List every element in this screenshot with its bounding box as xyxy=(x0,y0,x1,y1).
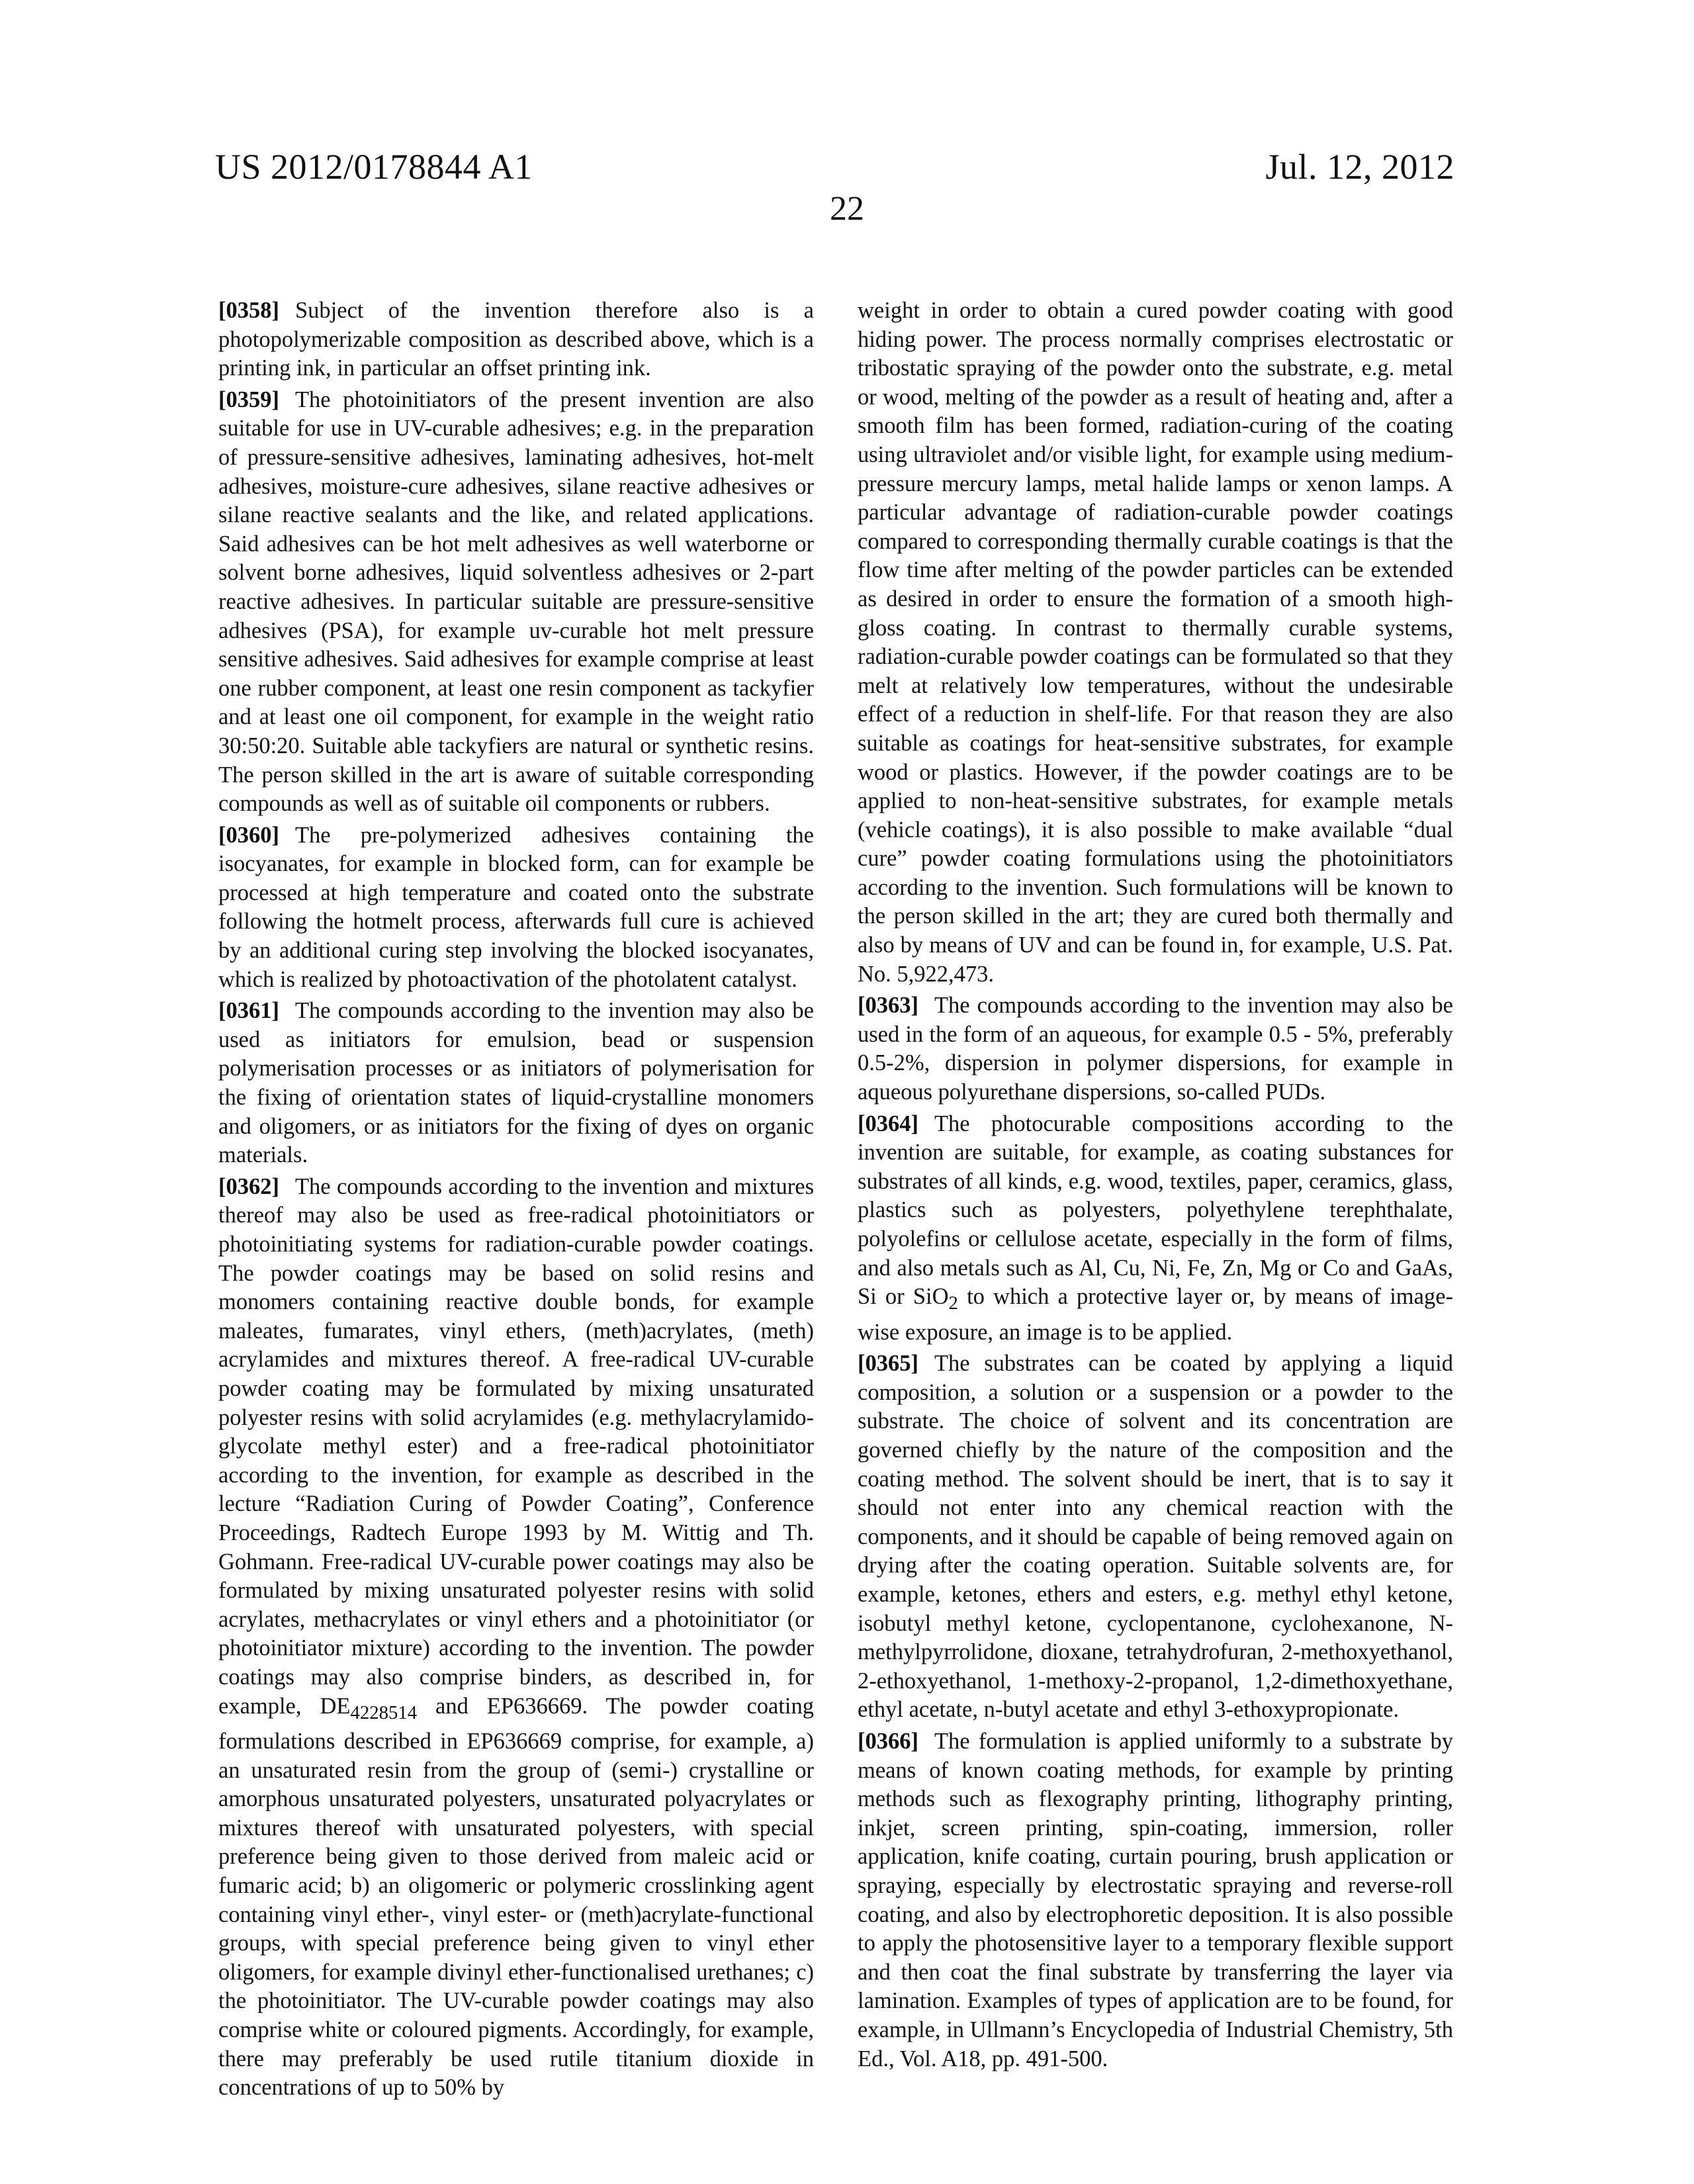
paragraph-0366 xyxy=(858,1727,1453,2073)
paragraph-0364 xyxy=(858,1110,1453,1347)
paragraph-id: [0365] xyxy=(858,1351,918,1376)
paragraph-0361 xyxy=(218,997,814,1170)
right-column xyxy=(858,296,1453,2076)
paragraph-id: [0363] xyxy=(858,993,918,1018)
patent-subscript: 4228514 xyxy=(350,1702,417,1723)
paragraph-0358 xyxy=(218,296,814,383)
paragraph-text: The substrates can be coated by applying a liquid composition, a solution or a suspension or a powder to the substrate. The choice of solvent and its concentration are governed chiefly by the nature of the composition and the coating method. The solvent should be inert, that is to say it should not enter into any chemical reaction with the components, and it should be capable of being removed again on drying after the coating operation. Suitable solvents are, for example, ketones, ethers and esters, e.g. methyl ethyl ketone, isobutyl methyl ketone, cyclopentanone, cyclohexanone, N-methylpyrrolidone, dioxane, tetrahydrofuran, 2-methoxyethanol, 2-ethoxyethanol, 1-methoxy-2-propanol, 1,2-dimethoxyethane, ethyl acetate, n-butyl acetate and ethyl 3-ethoxypropionate. xyxy=(858,1351,1453,1722)
paragraph-text: The pre-polymerized adhesives containing the isocyanates, for example in blocked form, can for example be processed at high temperature and coated onto the substrate following the hotmelt process, afterwards full cure is achieved by an additional curing step involving the blocked isocyanates, which is realized by photoactivation of the photolatent catalyst. xyxy=(218,823,814,992)
publication-date: Jul. 12, 2012 xyxy=(1265,147,1454,187)
paragraph-0360 xyxy=(218,821,814,995)
paragraph-text: weight in order to obtain a cured powder coating with good hiding power. The process normally comprises electrostatic or tribostatic spraying of the powder onto the substrate, e.g. metal or wood, melting of the powder as a result of heating and, after a smooth film has been formed, radiation-curing of the coating using ultraviolet and/or visible light, for example using medium-pressure mercury lamps, metal halide lamps or xenon lamps. A particular advantage of radiation-curable powder coatings compared to corresponding thermally curable coatings is that the flow time after melting of the powder particles can be extended as desired in order to ensure the formation of a smooth high-gloss coating. In contrast to thermally curable systems, radiation-curable powder coatings can be formulated so that they melt at relatively low temperatures, without the undesirable effect of a reduction in shelf-life. For that reason they are also suitable as coatings for heat-sensitive substrates, for example wood or plastics. However, if the powder coatings are to be applied to non-heat-sensitive substrates, for example metals (vehicle coatings), it is also possible to make available “dual cure” powder coating formulations using the photoinitiators according to the invention. Such formulations will be known to the person skilled in the art; they are cured both thermally and also by means of UV and can be found in, for example, U.S. Pat. No. 5,922,473. xyxy=(858,298,1453,987)
paragraph-id: [0364] xyxy=(858,1111,918,1136)
paragraph-text: The compounds according to the invention and mixtures thereof may also be used as free-radical photoinitiators or photoinitiating systems for radiation-curable powder coatings. The powder coatings may be based on solid resins and monomers containing reactive double bonds, for example maleates, fumarates, vinyl ethers, (meth)acrylates, (meth) acrylamides and mixtures thereof. A free-radical UV-curable powder coating may be formulated by mixing unsaturated polyester resins with solid acrylamides (e.g. methylacrylamido-glycolate methyl ester) and a free-radical photoinitiator according to the invention, for example as described in the lecture “Radiation Curing of Powder Coating”, Conference Proceedings, Radtech Europe 1993 by M. Wittig and Th. Gohmann. Free-radical UV-curable power coatings may also be formulated by mixing unsaturated polyester resins with solid acrylates, methacrylates or vinyl ethers and a photoinitiator (or photoinitiator mixture) according to the invention. The powder coatings may also comprise binders, as described in, for example, xyxy=(218,1174,814,1719)
paragraph-0362 xyxy=(218,1173,814,2103)
paragraph-text: Subject of the invention therefore also is a photopolymerizable composition as described above, which is a printing ink, in particular an offset printing ink. xyxy=(218,298,814,381)
left-column xyxy=(218,296,814,2105)
paragraph-text: The photoinitiators of the present invention are also suitable for use in UV-curable adhesives; e.g. in the preparation of pressure-sensitive adhesives, laminating adhesives, hot-melt adhesives, moisture-cure adhesives, silane reactive adhesives or silane reactive sealants and the like, and related applications. Said adhesives can be hot melt adhesives as well waterborne or solvent borne adhesives, liquid solventless adhesives or 2-part reactive adhesives. In particular suitable are pressure-sensitive adhesives (PSA), for example uv-curable hot melt pressure sensitive adhesives. Said adhesives for example comprise at least one rubber component, at least one resin component as tackyfier and at least one oil component, for example in the weight ratio 30:50:20. Suitable able tackyfiers are natural or synthetic resins. The person skilled in the art is aware of suitable corresponding compounds as well as of suitable oil components or rubbers. xyxy=(218,387,814,816)
paragraph-0365 xyxy=(858,1349,1453,1725)
subscript: 2 xyxy=(949,1293,958,1314)
paragraph-text: The photocurable compositions according to the invention are suitable, for example, as coating substances for substrates of all kinds, e.g. wood, textiles, paper, ceramics, glass, plastics such as polyesters, polyethylene terephthalate, polyolefins or cellulose acetate, especially in the form of films, and also metals such as Al, Cu, Ni, Fe, Zn, Mg or Co and GaAs, Si or SiO xyxy=(858,1111,1453,1310)
paragraph-id: [0361] xyxy=(218,998,279,1023)
paragraph-id: [0366] xyxy=(858,1729,918,1754)
paragraph-id: [0359] xyxy=(218,387,279,412)
patent-page xyxy=(0,0,1694,2184)
paragraph-0362-continued xyxy=(858,296,1453,989)
paragraph-id: [0360] xyxy=(218,823,279,848)
paragraph-text: The compounds according to the invention may also be used in the form of an aqueous, for example 0.5 - 5%, preferably 0.5-2%, dispersion in polymer dispersions, for example in aqueous polyurethane dispersions, so-called PUDs. xyxy=(858,993,1453,1105)
publication-number: US 2012/0178844 A1 xyxy=(215,147,533,187)
paragraph-text: The compounds according to the invention may also be used as initiators for emulsion, bead or suspension polymerisation processes or as initiators of polymerisation for the fixing of orientation states of liquid-crystalline monomers and oligomers, or as initiators for the fixing of dyes on organic materials. xyxy=(218,998,814,1167)
patent-prefix: DE xyxy=(320,1694,350,1719)
patent-reference xyxy=(320,1694,417,1719)
paragraph-id: [0358] xyxy=(218,298,279,323)
paragraph-text: and EP636669. The powder coating formulations described in EP636669 comprise, for example, a) an unsaturated resin from the group of (semi-) crystalline or amorphous unsaturated polyesters, unsaturated polyacrylates or mixtures thereof with unsaturated polyesters, with special preference being given to those derived from maleic acid or fumaric acid; b) an oligomeric or polymeric crosslinking agent containing vinyl ether-, vinyl ester- or (meth)acrylate-functional groups, with special preference being given to vinyl ether oligomers, for example divinyl ether-functionalised urethanes; c) the photoinitiator. The UV-curable powder coatings may also comprise white or coloured pigments. Accordingly, for example, there may preferably be used rutile titanium dioxide in concentrations of up to 50% by xyxy=(218,1694,814,2101)
paragraph-text: The formulation is applied uniformly to a substrate by means of known coating methods, for example by printing methods such as flexography printing, lithography printing, inkjet, screen printing, spin-coating, immersion, roller application, knife coating, curtain pouring, brush application or spraying, especially by electrostatic spraying and reverse-roll coating, and also by electrophoretic deposition. It is also possible to apply the photosensitive layer to a temporary flexible support and then coat the final substrate by transferring the layer via lamination. Examples of types of application are to be found, for example, in Ullmann’s Encyclopedia of Industrial Chemistry, 5th Ed., Vol. A18, pp. 491-500. xyxy=(858,1729,1453,2071)
paragraph-text: to which a protective layer or, by means of image-wise exposure, an image is to be applied. xyxy=(858,1284,1453,1344)
paragraph-0363 xyxy=(858,991,1453,1107)
paragraph-0359 xyxy=(218,386,814,819)
page-number: 22 xyxy=(0,189,1694,229)
paragraph-id: [0362] xyxy=(218,1174,279,1199)
